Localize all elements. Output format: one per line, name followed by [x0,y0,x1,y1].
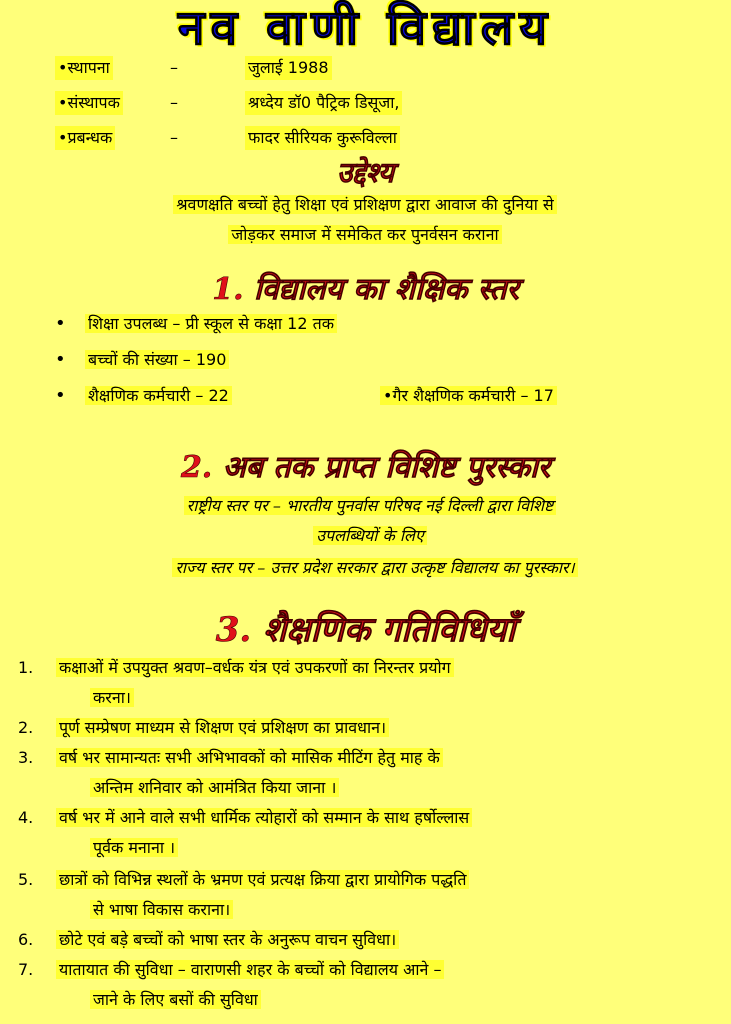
info-dash: – [170,93,178,112]
award-state [20,554,730,582]
award-national [20,492,720,520]
bullet-icon: • [55,313,66,334]
award-line-2: उपलब्धियों के लिए [313,526,426,545]
activity-text: कक्षाओं में उपयुक्त श्रवण–वर्धक यंत्र एवं उपकरणों का निरन्तर प्रयोग [56,658,454,677]
activity-text-cont: अन्तिम शनिवार को आमंत्रित किया जाना । [90,778,339,797]
activity-text-cont: पूर्वक मनाना । [90,838,178,857]
activity-number: 1. [18,658,34,677]
info-value: फादर सीरियक कुरूविल्ला [245,126,400,150]
activity-item [18,803,723,863]
objective-line-1: श्रवणक्षति बच्चों हेतु शिक्षा एवं प्रशिक्षण द्वारा आवाज की दुनिया से [173,195,557,214]
activity-item [18,925,723,955]
activity-text: यातायात की सुविधा – वाराणसी शहर के बच्चों को विद्यालय आने – [56,960,444,979]
section1-item [55,382,232,410]
activity-item [18,865,723,925]
section2-heading: 2. अब तक प्राप्त विशिष्ट पुरस्कार [180,450,551,485]
objective-line-2: जोड़कर समाज में समेकित कर पुनर्वसन कराना [228,225,501,244]
activity-number: 2. [18,718,34,737]
award-line-3: राज्य स्तर पर – उत्तर प्रदेश सरकार द्वारा उत्कृष्ट विद्यालय का पुरस्कार। [172,558,577,577]
activity-number: 3. [18,748,34,767]
award-line-1: राष्ट्रीय स्तर पर – भारतीय पुनर्वास परिषद नई दिल्ली द्वारा विशिष्ट [184,496,557,515]
info-key: •संस्थापक [55,91,123,115]
info-key: •प्रबन्धक [55,126,115,150]
section1-heading: 1. विद्यालय का शैक्षिक स्तर [212,272,519,307]
objective-line [20,190,710,220]
section3-heading: 3. शैक्षणिक गतिविधियाँ [215,610,516,650]
activity-text-cont: से भाषा विकास कराना। [90,900,233,919]
objective-heading: उद्देश्य [336,156,395,189]
award-national-cont [20,522,720,550]
section1-item-text: शैक्षणिक कर्मचारी – 22 [85,386,232,405]
objective-text [20,190,710,250]
section1-item [55,346,229,374]
activity-text: पूर्ण सम्प्रेषण माध्यम से शिक्षण एवं प्रशिक्षण का प्रावधान। [56,718,389,737]
activity-item [18,713,723,743]
bullet-icon: • [55,385,66,406]
section1-item-text: शिक्षा उपलब्ध – प्री स्कूल से कक्षा 12 तक [85,314,337,333]
activity-item [18,955,723,1015]
section1-item-text: बच्चों की संख्या – 190 [85,350,229,369]
info-value: जुलाई 1988 [245,56,332,80]
activity-item [18,653,723,713]
section1-extra [380,382,557,410]
activity-item [18,743,723,803]
info-dash: – [170,128,178,147]
activity-text: छोटे एवं बड़े बच्चों को भाषा स्तर के अनुरूप वाचन सुविधा। [56,930,399,949]
section1-item [55,310,337,338]
activity-text-cont: जाने के लिए बसों की सुविधा [90,990,261,1009]
info-value: श्रध्देय डॉ0 पैट्रिक डिसूजा, [245,91,402,115]
activity-text: वर्ष भर में आने वाले सभी धार्मिक त्योहारों को सम्मान के साथ हर्षोल्लास [56,808,472,827]
info-key: •स्थापना [55,56,113,80]
activity-number: 5. [18,870,34,889]
section1-extra-text: •गैर शैक्षणिक कर्मचारी – 17 [380,386,557,405]
activity-text: वर्ष भर सामान्यतः सभी अभिभावकों को मासिक मीटिंग हेतु माह के [56,748,443,767]
bullet-icon: • [55,349,66,370]
info-dash: – [170,58,178,77]
objective-line [20,220,710,250]
activity-text-cont: करना। [90,688,134,707]
activity-number: 6. [18,930,34,949]
activity-text: छात्रों को विभिन्न स्थलों के भ्रमण एवं प्रत्यक्ष क्रिया द्वारा प्रायोगिक पद्धति [56,870,469,889]
activity-number: 4. [18,808,34,827]
activity-number: 7. [18,960,34,979]
page-title: नव वाणी विद्यालय [177,0,554,56]
